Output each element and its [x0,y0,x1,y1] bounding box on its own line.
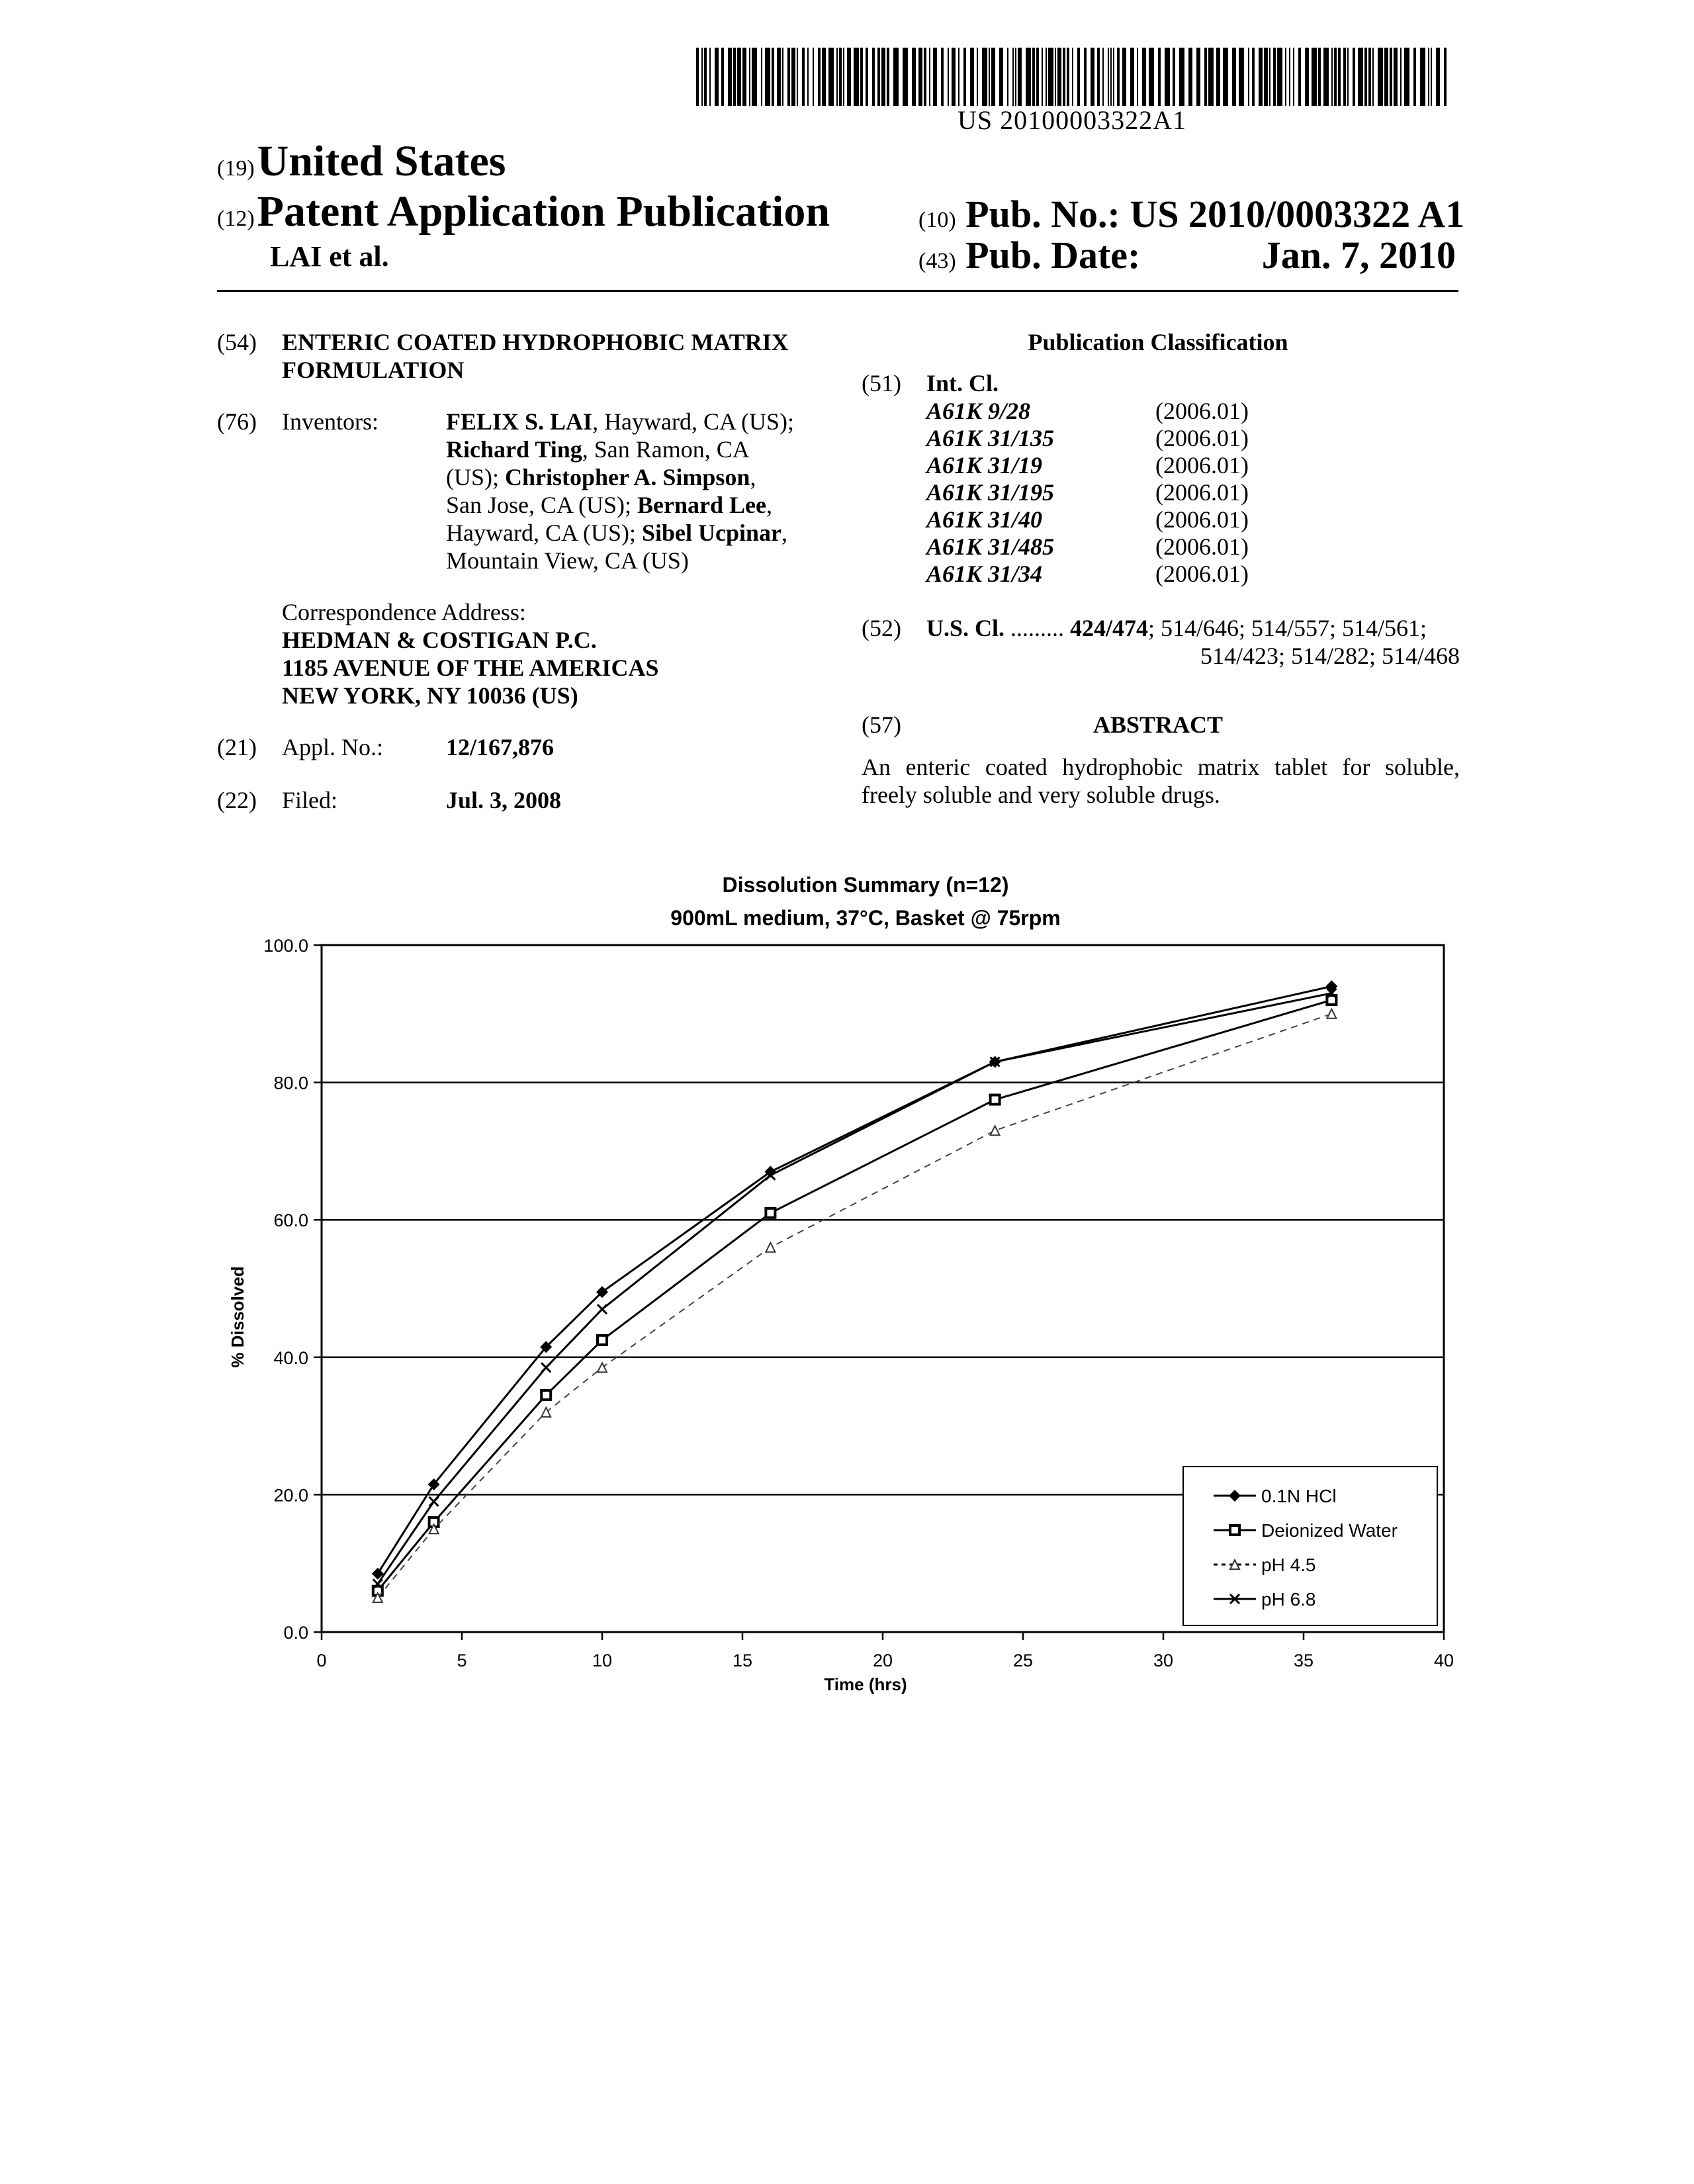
int-cl-row: A61K 31/19 (2006.01) [926,452,1249,478]
legend-marker [1230,1525,1239,1535]
y-tick-label: 40.0 [273,1347,308,1368]
int-cl-row: A61K 9/28 (2006.01) [926,398,1249,424]
legend-label: Deionized Water [1261,1520,1398,1541]
int-cl-row: A61K 31/34 (2006.01) [926,561,1249,587]
inventor-line: San Jose, CA (US); Bernard Lee, [446,492,772,518]
data-point [766,1208,775,1218]
y-tick-label: 20.0 [273,1485,308,1506]
correspondence-line-2: 1185 AVENUE OF THE AMERICAS [282,655,659,681]
code-43: (43) [918,249,956,273]
legend-label: pH 4.5 [1261,1555,1316,1575]
x-tick-label: 15 [732,1651,753,1670]
abstract-line-1: An enteric coated hydrophobic matrix tablet for soluble, [862,754,1460,780]
inventor-line: Richard Ting, San Ramon, CA [446,436,750,463]
abstract-line-2: freely soluble and very soluble drugs. [862,782,1220,808]
code-57: (57) [862,711,901,738]
data-point [541,1390,551,1400]
title-line-2: FORMULATION [282,357,465,383]
country: United States [257,137,506,185]
legend-label: pH 6.8 [1261,1589,1316,1610]
code-52: (52) [862,615,901,641]
code-12: (12) [217,206,255,231]
pub-number-label: Pub. No.: [965,193,1120,236]
data-point [541,1363,551,1372]
x-tick-label: 30 [1153,1651,1174,1670]
int-cl-label: Int. Cl. [926,370,999,396]
data-point [429,1497,439,1506]
x-tick-label: 10 [592,1651,613,1670]
inventors-label: Inventors: [282,408,379,435]
x-tick-label: 25 [1012,1651,1034,1670]
int-cl-row: A61K 31/40 (2006.01) [926,506,1249,533]
y-tick-label: 100.0 [263,936,308,956]
x-tick-label: 5 [457,1651,467,1670]
us-cl-line-1: U.S. Cl. ......... 424/474; 514/646; 514/557; 514/561; [926,615,1427,641]
x-axis-label: Time (hrs) [824,1674,907,1694]
inventor-line: (US); Christopher A. Simpson, [446,464,756,490]
pub-date-label: Pub. Date: [965,234,1141,277]
data-point [598,1304,607,1314]
abstract-heading: ABSTRACT [1092,711,1224,738]
int-cl-row: A61K 31/195 (2006.01) [926,479,1249,506]
data-point [598,1363,607,1372]
y-tick-label: 60.0 [273,1210,308,1231]
filed-label: Filed: [282,787,338,813]
inventor-line: FELIX S. LAI, Hayward, CA (US); [446,408,795,435]
barcode-number: US 20100003322A1 [957,105,1187,135]
appl-number: 12/167,876 [446,734,555,760]
data-point [991,1095,1000,1105]
x-tick-label: 20 [872,1651,893,1670]
pub-date: Jan. 7, 2010 [1261,234,1456,277]
code-10: (10) [918,208,956,232]
data-point [1325,980,1337,992]
correspondence-line-1: HEDMAN & COSTIGAN P.C. [282,627,597,653]
code-21: (21) [217,734,257,760]
code-54: (54) [217,329,257,355]
x-tick-label: 35 [1293,1651,1314,1670]
y-tick-label: 0.0 [283,1623,308,1643]
data-point [1327,1009,1336,1019]
inventor-line: Mountain View, CA (US) [446,547,689,574]
data-point [766,1243,775,1252]
publication-type: Patent Application Publication [257,187,830,236]
pub-number: US 2010/0003322 A1 [1130,193,1465,236]
data-point [598,1336,607,1345]
code-51: (51) [862,370,901,396]
title-line-1: ENTERIC COATED HYDROPHOBIC MATRIX [282,329,789,355]
correspondence-label: Correspondence Address: [282,599,526,625]
legend-label: 0.1N HCl [1261,1486,1337,1506]
int-cl-row: A61K 31/135 (2006.01) [926,425,1249,451]
appl-label: Appl. No.: [282,734,383,760]
data-point [991,1126,1000,1135]
filed-date: Jul. 3, 2008 [446,787,562,813]
chart-subtitle: 900mL medium, 37°C, Basket @ 75rpm [670,906,1061,930]
chart-title: Dissolution Summary (n=12) [722,873,1009,897]
x-tick-label: 0 [316,1651,327,1670]
correspondence-line-3: NEW YORK, NY 10036 (US) [282,682,578,709]
us-cl-line-2: 514/423; 514/282; 514/468 [1200,643,1460,669]
inventor-line: Hayward, CA (US); Sibel Ucpinar, [446,520,787,546]
code-19: (19) [217,156,255,181]
x-tick-label: 40 [1433,1651,1454,1670]
classification-heading: Publication Classification [1028,329,1288,355]
y-tick-label: 80.0 [273,1073,308,1093]
code-22: (22) [217,787,257,813]
authors: LAI et al. [270,240,389,273]
code-76: (76) [217,408,257,435]
int-cl-row: A61K 31/485 (2006.01) [926,533,1249,560]
y-axis-label: % Dissolved [228,1266,247,1368]
